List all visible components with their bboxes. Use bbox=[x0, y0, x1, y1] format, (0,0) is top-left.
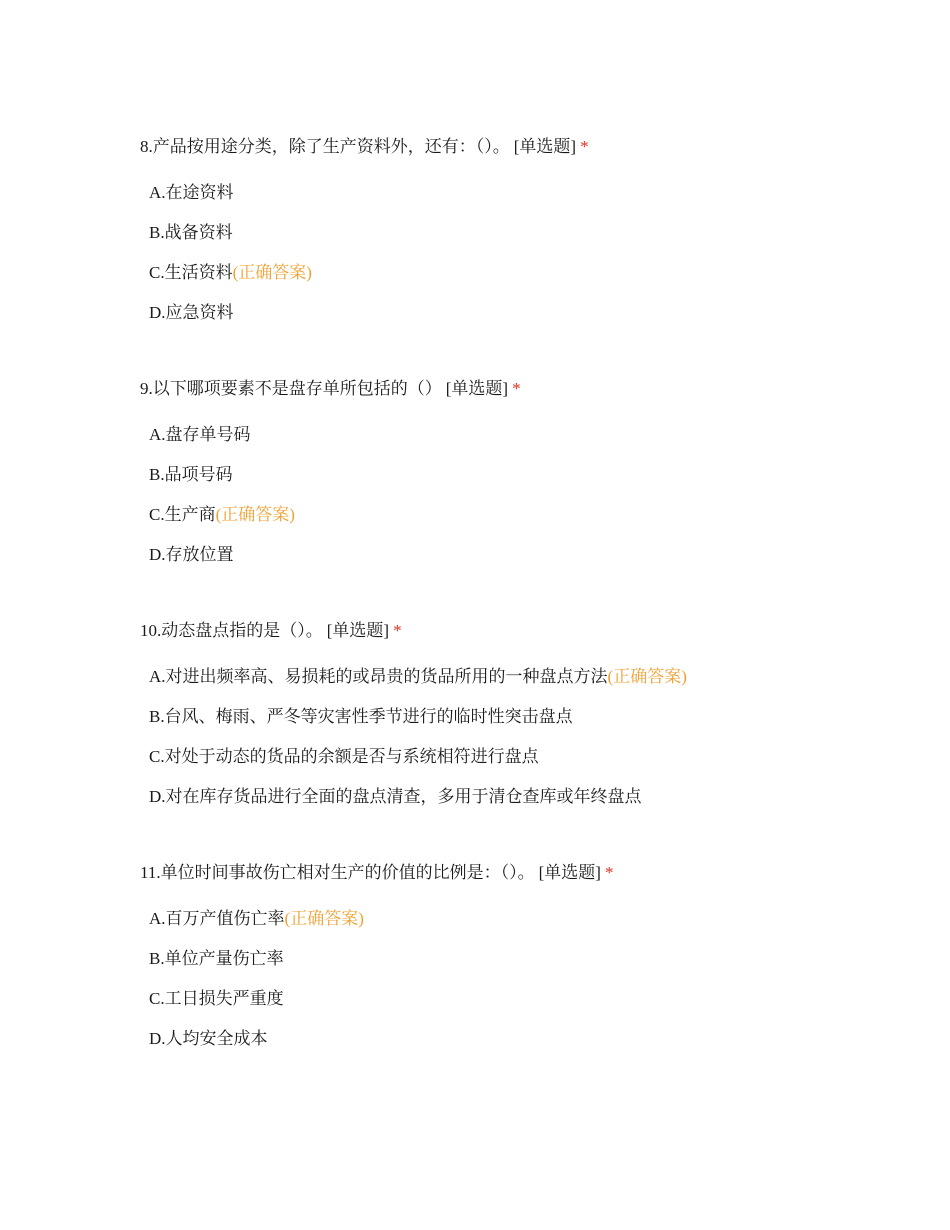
option-label: B.战备资料 bbox=[149, 223, 233, 242]
question-number: 8. bbox=[140, 137, 153, 156]
option-label: D.人均安全成本 bbox=[149, 1029, 268, 1048]
option-a[interactable] bbox=[149, 908, 900, 930]
question-text: 动态盘点指的是（）。 bbox=[161, 621, 323, 640]
option-d[interactable] bbox=[149, 544, 900, 566]
correct-answer-tag: (正确答案) bbox=[284, 909, 364, 928]
option-list bbox=[140, 908, 900, 1050]
question-10 bbox=[140, 620, 900, 826]
question-title bbox=[140, 620, 900, 642]
question-type: [单选题] bbox=[513, 137, 577, 156]
question-9 bbox=[140, 378, 900, 584]
option-label: C.工日损失严重度 bbox=[149, 989, 284, 1008]
question-type: [单选题] bbox=[538, 863, 601, 882]
option-a[interactable] bbox=[149, 424, 900, 446]
required-mark: * bbox=[393, 621, 402, 640]
option-label: C.生产商 bbox=[149, 505, 216, 524]
question-text: 单位时间事故伤亡相对生产的价值的比例是：（）。 bbox=[160, 863, 535, 882]
required-mark: * bbox=[580, 137, 589, 156]
option-label: B.台风、梅雨、严冬等灾害性季节进行的临时性突击盘点 bbox=[149, 707, 573, 726]
question-number: 9. bbox=[140, 379, 153, 398]
option-list bbox=[140, 424, 900, 566]
option-d[interactable] bbox=[149, 786, 900, 808]
option-label: A.在途资料 bbox=[149, 183, 234, 202]
correct-answer-tag: (正确答案) bbox=[232, 263, 312, 282]
question-title bbox=[140, 862, 900, 884]
correct-answer-tag: (正确答案) bbox=[215, 505, 295, 524]
option-b[interactable] bbox=[149, 706, 900, 728]
correct-answer-tag: (正确答案) bbox=[607, 667, 687, 686]
option-c[interactable] bbox=[149, 262, 900, 284]
question-8 bbox=[140, 136, 900, 342]
required-mark: * bbox=[512, 379, 521, 398]
question-text: 以下哪项要素不是盘存单所包括的（） bbox=[152, 379, 442, 398]
option-label: D.对在库存货品进行全面的盘点清查，多用于清仓查库或年终盘点 bbox=[149, 787, 642, 806]
option-a[interactable] bbox=[149, 182, 900, 204]
option-label: A.对进出频率高、易损耗的或昂贵的货品所用的一种盘点方法 bbox=[149, 667, 608, 686]
option-label: B.品项号码 bbox=[149, 465, 233, 484]
option-label: C.生活资料 bbox=[149, 263, 233, 282]
option-c[interactable] bbox=[149, 746, 900, 768]
option-d[interactable] bbox=[149, 302, 900, 324]
option-label: D.存放位置 bbox=[149, 545, 234, 564]
option-list bbox=[140, 182, 900, 324]
question-title bbox=[140, 378, 900, 400]
question-type: [单选题] bbox=[326, 621, 390, 640]
option-b[interactable] bbox=[149, 464, 900, 486]
option-label: C.对处于动态的货品的余额是否与系统相符进行盘点 bbox=[149, 747, 539, 766]
question-11 bbox=[140, 862, 900, 1068]
option-list bbox=[140, 666, 900, 808]
option-c[interactable] bbox=[149, 988, 900, 1010]
question-number: 11. bbox=[140, 863, 161, 882]
question-type: [单选题] bbox=[445, 379, 509, 398]
question-title bbox=[140, 136, 900, 158]
option-c[interactable] bbox=[149, 504, 900, 526]
option-label: A.盘存单号码 bbox=[149, 425, 251, 444]
option-b[interactable] bbox=[149, 948, 900, 970]
option-label: D.应急资料 bbox=[149, 303, 234, 322]
question-number: 10. bbox=[140, 621, 162, 640]
option-b[interactable] bbox=[149, 222, 900, 244]
required-mark: * bbox=[604, 863, 614, 882]
option-d[interactable] bbox=[149, 1028, 900, 1050]
option-label: A.百万产值伤亡率 bbox=[149, 909, 285, 928]
option-label: B.单位产量伤亡率 bbox=[149, 949, 284, 968]
question-text: 产品按用途分类，除了生产资料外，还有：（）。 bbox=[152, 137, 510, 156]
option-a[interactable] bbox=[149, 666, 900, 688]
